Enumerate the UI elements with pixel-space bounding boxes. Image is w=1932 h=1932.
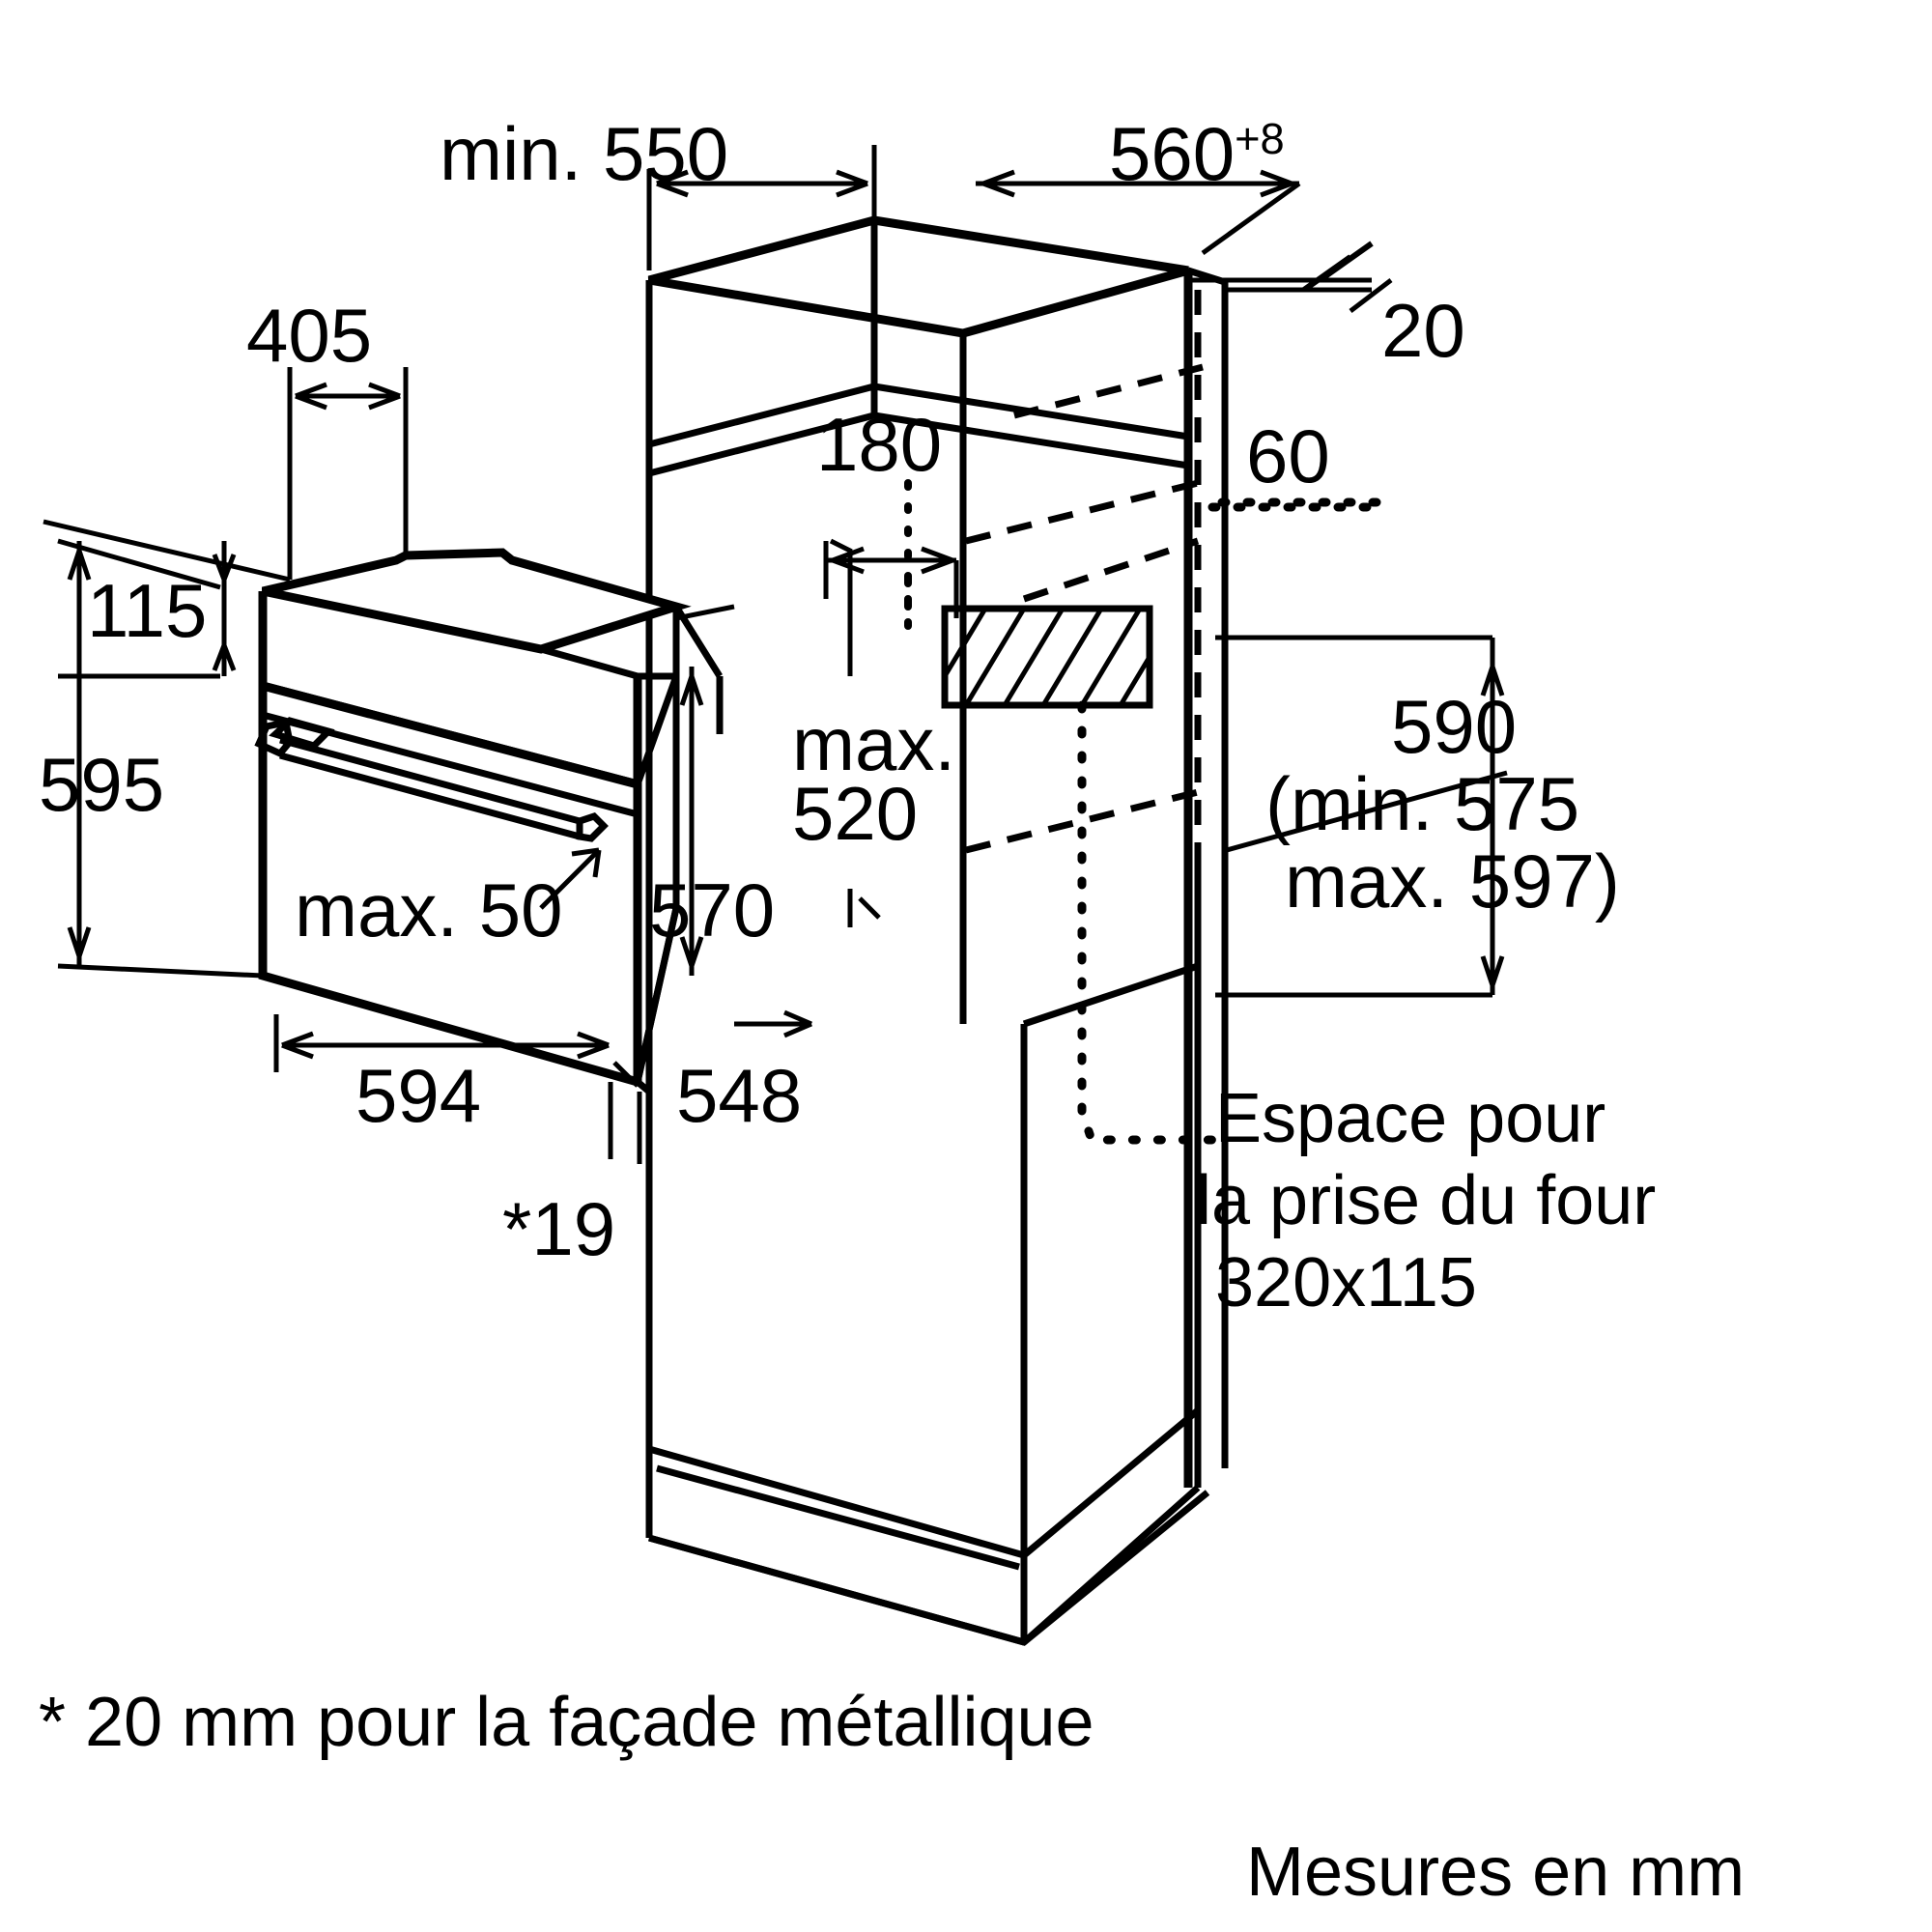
label-19: *19	[502, 1186, 616, 1271]
label-max-520-line1: max.	[792, 701, 956, 786]
label-depth-560: $560^{+8}$	[1109, 111, 1285, 196]
label-max-50: max. 50	[295, 867, 563, 952]
vent-block	[945, 609, 1150, 705]
label-max-597: max. 597)	[1285, 838, 1620, 923]
label-min-575: (min. 575	[1265, 761, 1580, 846]
label-548: 548	[676, 1053, 803, 1138]
cabinet-top-panel	[649, 220, 1188, 333]
oven-body	[259, 553, 676, 1092]
label-max-520-line2: 520	[792, 771, 919, 856]
label-405: 405	[246, 293, 373, 378]
label-180: 180	[816, 402, 943, 487]
label-min-550: min. 550	[440, 111, 729, 196]
label-594: 594	[355, 1053, 482, 1138]
label-595: 595	[39, 742, 165, 827]
label-60: 60	[1246, 413, 1330, 498]
oven-depth-outline	[676, 607, 720, 734]
units-note: Mesures en mm	[1246, 1833, 1746, 1911]
footnote-metal-facade: * 20 mm pour la façade métallique	[39, 1684, 1094, 1761]
label-20: 20	[1381, 288, 1465, 373]
label-socket-line1: Espace pour	[1215, 1080, 1606, 1157]
label-socket-size: 320x115	[1215, 1244, 1477, 1321]
label-570: 570	[649, 867, 776, 952]
label-115: 115	[87, 568, 208, 653]
label-socket-line2: la prise du four	[1196, 1162, 1657, 1239]
leader-20	[1304, 243, 1372, 290]
label-590: 590	[1391, 684, 1518, 769]
